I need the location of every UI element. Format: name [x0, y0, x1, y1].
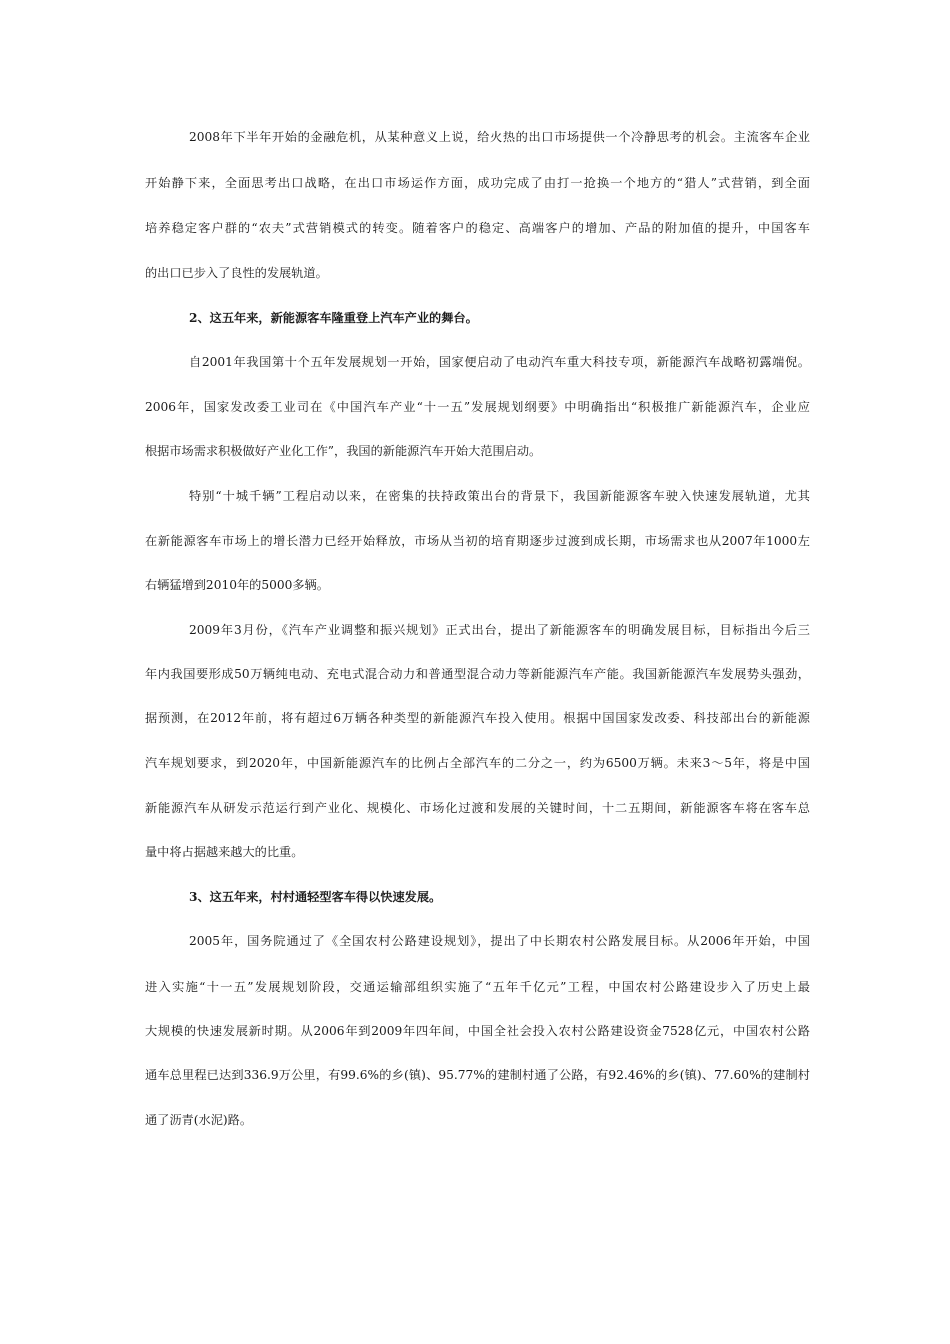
paragraph-line: 据预测，在2012年前，将有超过6万辆各种类型的新能源汽车投入使用。根据中国国家发改委、科技部出台的新能源 — [145, 711, 810, 725]
paragraph-line: 大规模的快速发展新时期。从2006年到2009年四年间，中国全社会投入农村公路建设资金7528亿元，中国农村公路 — [145, 1024, 810, 1038]
paragraph-line: 汽车规划要求，到2020年，中国新能源汽车的比例占全部汽车的二分之一，约为6500万辆。未来3～5年，将是中国 — [145, 756, 810, 770]
paragraph-line: 年内我国要形成50万辆纯电动、充电式混合动力和普通型混合动力等新能源汽车产能。我国新能源汽车发展势头强劲， — [145, 667, 810, 681]
paragraph-line: 自2001年我国第十个五年发展规划一开始，国家便启动了电动汽车重大科技专项，新能源汽车战略初露端倪。 — [189, 355, 810, 369]
paragraph-line: 通车总里程已达到336.9万公里，有99.6%的乡(镇)、95.77%的建制村通了公路，有92.46%的乡(镇)、77.60%的建制村 — [145, 1068, 810, 1082]
paragraph-line: 通了沥青(水泥)路。 — [145, 1113, 253, 1127]
paragraph-line: 的出口已步入了良性的发展轨道。 — [145, 266, 328, 280]
paragraph-line: 特别“十城千辆”工程启动以来，在密集的扶持政策出台的背景下，我国新能源客车驶入快速发展轨道，尤其 — [189, 489, 810, 503]
section-heading: 3、这五年来，村村通轻型客车得以快速发展。 — [189, 890, 442, 904]
paragraph-line: 2006年，国家发改委工业司在《中国汽车产业“十一五”发展规划纲要》中明确指出“积极推广新能源汽车，企业应 — [145, 400, 810, 414]
paragraph-line: 根据市场需求积极做好产业化工作”，我国的新能源汽车开始大范围启动。 — [145, 444, 542, 458]
paragraph-line: 进入实施“十一五”发展规划阶段，交通运输部组织实施了“五年千亿元”工程，中国农村公路建设步入了历史上最 — [145, 980, 810, 994]
paragraph-line: 2008年下半年开始的金融危机，从某种意义上说，给火热的出口市场提供一个冷静思考的机会。主流客车企业 — [189, 130, 810, 144]
paragraph-line: 右辆猛增到2010年的5000多辆。 — [145, 578, 329, 592]
paragraph-line: 开始静下来，全面思考出口战略，在出口市场运作方面，成功完成了由打一抢换一个地方的“猎人”式营销，到全面 — [145, 176, 810, 190]
paragraph-line: 培养稳定客户群的“农夫”式营销模式的转变。随着客户的稳定、高端客户的增加、产品的附加值的提升，中国客车 — [145, 221, 810, 235]
paragraph-line: 2009年3月份，《汽车产业调整和振兴规划》正式出台，提出了新能源客车的明确发展目标，目标指出今后三 — [189, 623, 810, 637]
paragraph-line: 在新能源客车市场上的增长潜力已经开始释放，市场从当初的培育期逐步过渡到成长期，市场需求也从2007年1000左 — [145, 534, 810, 548]
paragraph-line: 量中将占据越来越大的比重。 — [145, 845, 304, 859]
paragraph-line: 新能源汽车从研发示范运行到产业化、规模化、市场化过渡和发展的关键时间，十二五期间，新能源客车将在客车总 — [145, 801, 810, 815]
section-heading: 2、这五年来，新能源客车隆重登上汽车产业的舞台。 — [189, 311, 478, 325]
paragraph-line: 2005年，国务院通过了《全国农村公路建设规划》，提出了中长期农村公路发展目标。从2006年开始，中国 — [189, 934, 810, 948]
